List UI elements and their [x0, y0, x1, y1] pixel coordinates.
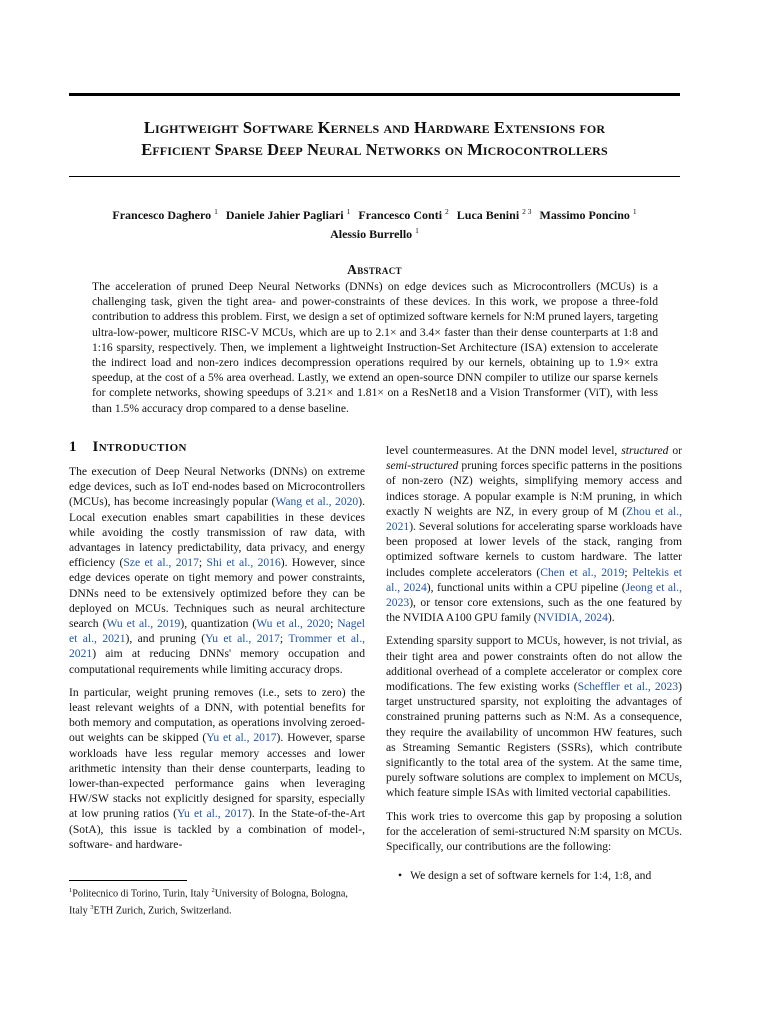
author-name: Francesco Daghero $^1$ — [112, 207, 218, 222]
title-top-rule — [69, 93, 680, 96]
paragraph: In particular, weight pruning removes (i.e., sets to zero) the least relevant weights of a DNN, with potential benefits for both memory and computation, as operations involving zeroed-out weights can be skipped (Yu et al., 2017). However, sparse workloads have less regular memory accesses and lower arithmetic intensity than their dense counterparts, leading to lower-than-expected performance gains when leveraging HW/SW stacks not explicitly designed for sparsity, especially at low pruning ratios (Yu et al., 2017). In the State-of-the-Art (SotA), this issue is tackled by a combination of model-, software- and hardware- — [69, 685, 365, 851]
section-title: Introduction — [92, 439, 187, 455]
author-affiliation-mark: 1 — [415, 226, 419, 235]
author-name: Massimo Poncino $^1$ — [539, 207, 637, 222]
citation-link[interactable]: Peltekis et al., 2024 — [386, 565, 682, 594]
citation-link[interactable]: Yu et al., 2017 — [206, 731, 277, 745]
citation-link[interactable]: Scheffler et al., 2023 — [577, 680, 679, 694]
author-affiliation-mark: 1 — [214, 207, 218, 216]
author-line-2 — [69, 223, 680, 242]
footnote-rule — [69, 880, 187, 881]
paper-title — [69, 117, 680, 161]
author-name: Luca Benini $^{2 3}$ — [456, 207, 532, 222]
citation-link[interactable]: Shi et al., 2016 — [206, 556, 281, 570]
author-affiliation-mark: 2 3 — [522, 207, 532, 216]
right-column — [386, 443, 682, 883]
author-name: Alessio Burrello $^1$ — [330, 226, 419, 241]
section-number: 1 — [69, 439, 77, 455]
bullet-dot-icon: • — [398, 869, 403, 883]
paragraph: This work tries to overcome this gap by proposing a solution for the acceleration of semi-structured N:M sparsity on MCUs. Specifically, our contributions are the following: — [386, 809, 682, 854]
footnote-mark: 1 — [69, 887, 73, 894]
affiliation-2: University of Bologna, Bologna, Italy — [69, 888, 348, 917]
paragraph: level countermeasures. At the DNN model level, structured or semi-structured pruning forces specific patterns in the positions of non-zero (NZ) weights, simplifying memory access and indices storage. A popular example is N:M pruning, in which exactly N weights are NZ, in every group of M (Zhou et al., 2021). Several solutions for accelerating sparse workloads have been proposed at lower levels of the stack, ranging from optimized software kernels to custom hardware. The latter includes complete accelerators (Chen et al., 2019; Peltekis et al., 2024), functional units within a CPU pipeline (Jeong et al., 2023), or tensor core extensions, such as the one featured by the NVIDIA A100 GPU family (NVIDIA, 2024). — [386, 444, 683, 625]
title-bottom-rule — [69, 176, 680, 177]
author-name: Francesco Conti $^2$ — [358, 207, 449, 222]
citation-link[interactable]: Zhou et al., 2021 — [386, 504, 682, 534]
paragraph: The execution of Deep Neural Networks (DNNs) on extreme edge devices, such as IoT end-nodes based on Microcontrollers (MCUs), has become increasingly popular (Wang et al., 2020). Local execution enables smart capabilities in these devices while avoiding the costly transmission of raw data, with advantages in latency predictability, data privacy, and energy efficiency (Sze et al., 2017; Shi et al., 2016). However, since edge devices operate on tight memory and power constraints, DNNs need to be extensively optimized before they can be deployed on MCUs. Techniques such as neural architecture search (Wu et al., 2019), quantization (Wu et al., 2020; Nagel et al., 2021), and pruning (Yu et al., 2017; Trommer et al., 2021) aim at reducing DNNs' memory occupation and computational requirements while limiting accuracy drops. — [69, 465, 366, 676]
author-list — [69, 204, 680, 242]
citation-link[interactable]: Chen et al., 2019 — [540, 565, 625, 579]
citation-link[interactable]: NVIDIA, 2024 — [537, 611, 608, 625]
emphasized-term: semi-structured — [386, 459, 459, 473]
left-column — [69, 438, 365, 860]
author-affiliation-mark: 1 — [632, 207, 637, 216]
citation-link[interactable]: Yu et al., 2017 — [205, 632, 280, 646]
emphasized-term: structured — [621, 444, 669, 457]
footnote-mark: 3 — [90, 903, 94, 911]
title-line-1: Lightweight Software Kernels and Hardware Extensions for — [143, 118, 606, 137]
author-affiliation-mark: 2 — [445, 207, 449, 216]
author-line-1 — [69, 204, 680, 223]
section-heading — [69, 438, 365, 456]
citation-link[interactable]: Wu et al., 2019 — [106, 617, 181, 631]
affiliation-1: Politecnico di Torino, Turin, Italy — [72, 888, 209, 900]
abstract-text: The acceleration of pruned Deep Neural Networks (DNNs) on edge devices such as Microcontrollers (MCUs) is a challenging task, given the tight area- and power-constraints of these devices. In this work, we propose a three-fold contribution to address this problem. First, we design a set of optimized software kernels for N:M pruned layers, targeting ultra-low-power, multicore RISC-V MCUs, which are up to 2.1× and 3.4× faster than their dense counterparts at 1:8 and 1:16 sparsity, respectively. Then, we implement a lightweight Instruction-Set Architecture (ISA) extension to accelerate the indirect load and non-zero indices decompression operations required by our kernels, obtaining up to 1.9× extra speedup, at the cost of a 5% area overhead. Lastly, we extend an open-source DNN compiler to utilize our sparse kernels for complete networks, showing speedups of 3.21× and 1.81× on a ResNet18 and a Vision Transformer (ViT), with less than 1.5% accuracy drop compared to a dense baseline. — [92, 280, 658, 415]
affiliation-footnote — [69, 884, 369, 918]
author-affiliation-mark: 1 — [346, 207, 351, 216]
citation-link[interactable]: Jeong et al., 2023 — [386, 580, 682, 610]
citation-link[interactable]: Wang et al., 2020 — [275, 495, 359, 509]
citation-link[interactable]: Wu et al., 2020 — [256, 617, 331, 631]
citation-link[interactable]: Nagel et al., 2021 — [69, 617, 365, 646]
citation-link[interactable]: Yu et al., 2017 — [176, 807, 248, 821]
citation-link[interactable]: Sze et al., 2017 — [123, 556, 199, 570]
author-name: Daniele Jahier Pagliari $^1$ — [225, 207, 351, 222]
bullet-text: We design a set of software kernels for 1:4, 1:8, and — [410, 869, 652, 883]
affiliation-3: ETH Zurich, Zurich, Switzerland. — [93, 905, 232, 917]
abstract-heading: Abstract — [347, 262, 402, 277]
title-line-2: Efficient Sparse Deep Neural Networks on Microcontrollers — [141, 140, 608, 159]
paragraph: Extending sparsity support to MCUs, however, is not trivial, as their tight area and power constraints often do not allow the additional overhead of a complete accelerator or complex core modifications. The few existing works (Scheffler et al., 2023) target unstructured sparsity, not exploiting the advantages of constrained pruning patterns such as N:M. As a consequence, they require the availability of uncommon HW features, such as Streaming Semantic Registers (SSRs), which contribute significantly to the total area of the system. At the same time, purely software solutions are complex to implement on MCUs, which feature simple ISAs with limited vectorial capabilities. — [386, 634, 682, 800]
footnote-mark: 2 — [211, 887, 215, 894]
citation-link[interactable]: Trommer et al., 2021 — [69, 632, 366, 661]
contribution-bullet — [386, 868, 682, 883]
